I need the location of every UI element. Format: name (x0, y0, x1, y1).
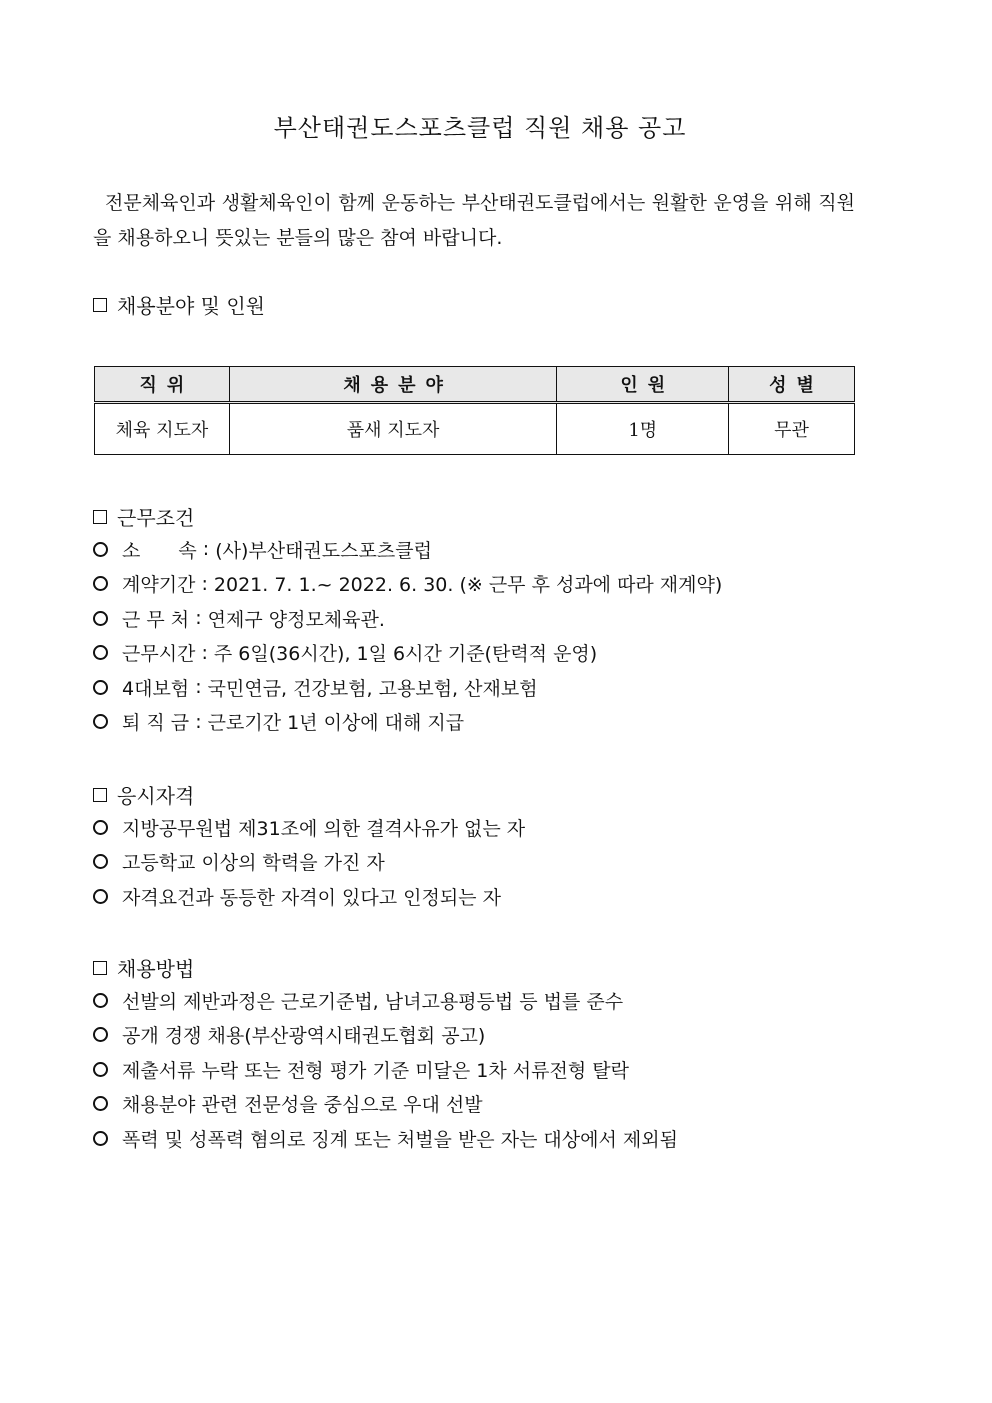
table-cell: 무관 (729, 403, 855, 455)
item-text: 채용분야 관련 전문성을 중심으로 우대 선발 (122, 1094, 483, 1117)
item-value: 2021. 7. 1.~ 2022. 6. 30. (※ 근무 후 성과에 따라 재계약) (213, 574, 723, 597)
circle-bullet-icon (93, 820, 108, 835)
item-label: 근무시간 (122, 643, 196, 666)
list-item: 근무시간 : 주 6일(36시간), 1일 6시간 기준(탄력적 운영) (93, 636, 873, 671)
list-item: 4대보험 : 국민연금, 건강보험, 고용보험, 산재보험 (93, 670, 873, 705)
list-item (93, 1121, 873, 1156)
item-value: 주 6일(36시간), 1일 6시간 기준(탄력적 운영) (213, 643, 598, 666)
square-box-icon (93, 510, 107, 524)
item-text: 고등학교 이상의 학력을 가진 자 (122, 852, 385, 875)
circle-bullet-icon (93, 542, 108, 557)
square-box-icon (93, 788, 107, 802)
list-item: 계약기간 : 2021. 7. 1.~ 2022. 6. 30. (※ 근무 후 성과에 따라 재계약) (93, 567, 873, 602)
item-label: 4대보험 (122, 677, 190, 700)
item-text: 선발의 제반과정은 근로기준법, 남녀고용평등법 등 법를 준수 (122, 990, 624, 1013)
section-heading-qualification (93, 780, 194, 809)
section-heading-method (93, 953, 194, 982)
item-value: 근로기간 1년 이상에 대해 지급 (207, 712, 465, 735)
document-title: 부산태권도스포츠클럽 직원 채용 공고 (273, 114, 687, 142)
item-text: 공개 경쟁 채용(부산광역시태권도협회 공고) (122, 1025, 486, 1048)
item-text: 지방공무원법 제31조에 의한 결격사유가 없는 자 (122, 817, 526, 840)
table-header-row (95, 367, 855, 403)
circle-bullet-icon (93, 993, 108, 1008)
item-text: 폭력 및 성폭력 혐의로 징계 또는 처벌을 받은 자는 대상에서 제외됨 (122, 1128, 678, 1151)
item-text: 자격요건과 동등한 자격이 있다고 인정되는 자 (122, 886, 501, 909)
list-item: 퇴 직 금 : 근로기간 1년 이상에 대해 지급 (93, 705, 873, 740)
list-item: 근 무 처 : 연제구 양정모체육관. (93, 601, 873, 636)
section-heading-conditions (93, 502, 194, 531)
square-box-icon (93, 298, 107, 312)
section-heading-recruit (93, 290, 265, 319)
item-label: 근 무 처 (122, 608, 190, 631)
item-value: 연제구 양정모체육관. (207, 608, 385, 631)
item-value: 국민연금, 건강보험, 고용보험, 산재보험 (207, 677, 538, 700)
circle-bullet-icon (93, 611, 108, 626)
list-item: 소 속 : (사)부산태권도스포츠클럽 (93, 532, 873, 567)
qualification-list (93, 810, 873, 914)
item-label: 소 속 (122, 539, 197, 562)
circle-bullet-icon (93, 645, 108, 660)
list-item (93, 845, 873, 880)
square-box-icon (93, 961, 107, 975)
list-item (93, 879, 873, 914)
section-heading-text: 채용분야 및 인원 (117, 294, 265, 318)
circle-bullet-icon (93, 680, 108, 695)
table-header-cell: 성별 (729, 367, 855, 403)
table-header-cell: 채용분야 (229, 367, 557, 403)
item-value: (사)부산태권도스포츠클럽 (215, 539, 432, 562)
circle-bullet-icon (93, 1027, 108, 1042)
section-heading-text: 근무조건 (117, 506, 195, 530)
intro-text: 전문체육인과 생활체육인이 함께 운동하는 부산태권도클럽에서는 원활한 운영을 위해 직원을 채용하오니 뜻있는 분들의 많은 참여 바랍니다. (93, 192, 855, 249)
list-item (93, 1052, 873, 1087)
conditions-list (93, 532, 873, 739)
list-item (93, 1018, 873, 1053)
table-cell: 품새 지도자 (229, 403, 557, 455)
table-cell: 체육 지도자 (95, 403, 230, 455)
table-cell: 1명 (557, 403, 729, 455)
list-item (93, 810, 873, 845)
item-text: 제출서류 누락 또는 전형 평가 기준 미달은 1차 서류전형 탈락 (122, 1059, 629, 1082)
table-header-cell: 인원 (557, 367, 729, 403)
circle-bullet-icon (93, 854, 108, 869)
circle-bullet-icon (93, 1131, 108, 1146)
item-label: 계약기간 (122, 574, 196, 597)
intro-paragraph (93, 186, 855, 256)
section-heading-text: 응시자격 (117, 784, 195, 808)
table-header-cell: 직위 (95, 367, 230, 403)
recruit-table (94, 366, 855, 455)
circle-bullet-icon (93, 714, 108, 729)
list-item (93, 1087, 873, 1122)
circle-bullet-icon (93, 576, 108, 591)
circle-bullet-icon (93, 1096, 108, 1111)
table-row (95, 403, 855, 455)
method-list (93, 983, 873, 1156)
list-item (93, 983, 873, 1018)
section-heading-text: 채용방법 (117, 957, 195, 981)
circle-bullet-icon (93, 889, 108, 904)
circle-bullet-icon (93, 1062, 108, 1077)
item-label: 퇴 직 금 (122, 712, 190, 735)
